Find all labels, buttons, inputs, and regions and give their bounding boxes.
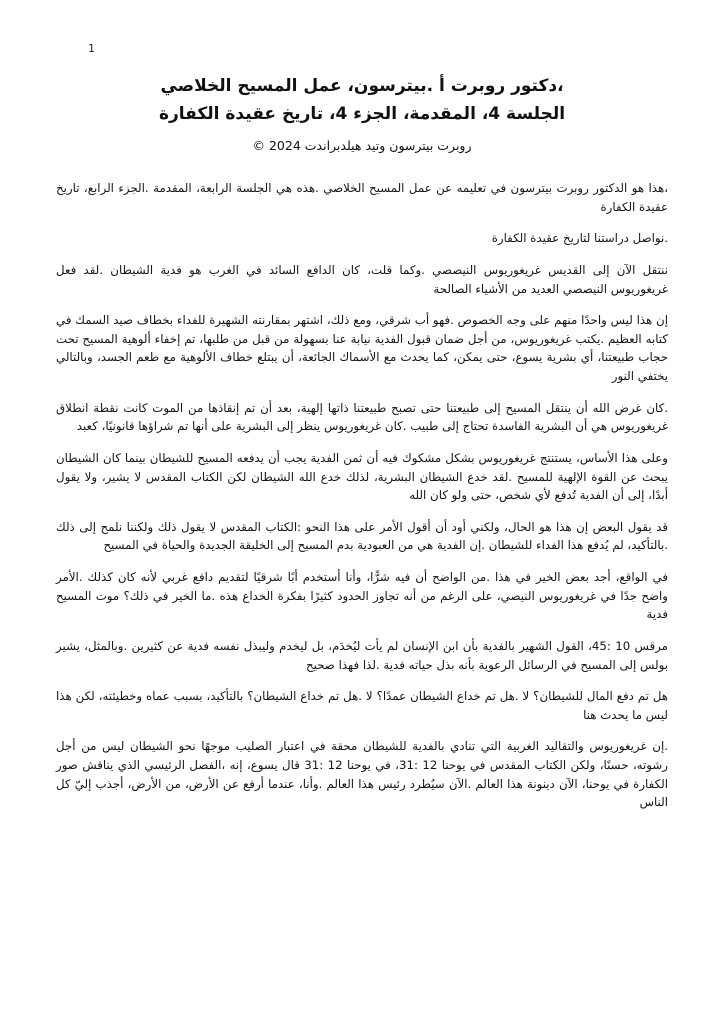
paragraph-3: ننتقل الآن إلى القديس غريغوريوس النيصصي .وكما قلت، كان الدافع السائد في الغرب هو فدية الشيطان .لقد فعل غريغوريوس النيصصي العديد من الأشياء الصالحة [56,262,668,296]
paragraph-6: وعلى هذا الأساس، يستنتج غريغوريوس بشكل مشكوك فيه أن ثمن الفدية يجب أن يدفعه المسيح للشيطان بينما كان الشيطان يبحث عن القوة الإلهية للمسيح .لقد خدع الشيطان البشرية، لذلك خدع الله الشيطان لكن الكتاب المقدس لا يشير، ولا يقول أبدًا، إلى أن الفدية تُدفع لأي شخص، حتى ولو كان الله [56,450,668,503]
paragraph-7: قد يقول البعض إن هذا هو الحال، ولكني أود أن أقول الأمر على هذا النحو :الكتاب المقدس لا يقول ذلك ولكننا نلمح إلى ذلك .بالتأكيد، لم يُدفع هذا الفداء للشيطان .إن الفدية هي من العبودية بدم المسيح إلى الخليقة الجديدة والحياة في المسيح [56,519,668,553]
paragraph-10: هل تم دفع المال للشيطان؟ لا .هل تم خداع الشيطان عمدًا؟ لا .هل تم خداع الشيطان؟ بالتأكيد، بسبب عماه وخطيئته، لكن هذا ليس ما يحدث هنا [56,689,668,722]
copyright-line: روبرت بيترسون وتيد هيلدبراندت 2024 © [252,138,472,154]
paragraph-5: .كان غرض الله أن ينتقل المسيح إلى طبيعتنا حتى تصبح طبيعتنا ذاتها إلهية، بعد أن تم إنقاذها من الموت كانت نقطة انطلاق غريغوريوس هي أن البشرية الفاسدة تحتاج إلى طبيب .كان غريغوريوس ينظر إلى البشرية على أنها تم شراؤها قانونيًا، كعبد [56,400,668,434]
paragraph-11: .إن غريغوريوس والتقاليد الغربية التي تنادي بالفدية للشيطان محقة في اعتبار الصليب موجهًا نحو الشيطان ليس من أجل رشوته، حسنًا، ولكن الكتاب المقدس في يوحنا 12 :31، في يوحنا 12 :31 قال يسوع، إنه ،الفصل الرئيسي الذي يناقش صور الكفارة في يوحنا، الآن دينونة هذا العالم .الآن سيُطرد رئيس هذا العالم .وأنا، عندما أرفع عن الأرض، من الأرض، أجذب إليّ كل الناس [56,739,668,810]
paragraph-4: إن هذا ليس واحدًا منهم على وجه الخصوص .فهو أب شرقي، ومع ذلك، اشتهر بمقارنته الشهيرة للفداء بخطاف صيد السمك في كتابه العظيم .يكتب غريغوريوس، من أجل ضمان قبول الفدية نيابة عنا بسهولة من قبل من طلبها، تم إخفاء ألوهية المسيح تحت حجاب طبيعتنا، أي بشرية يسوع، حتى يمكن، كما يحدث مع الأسماك الجائعة، أن يبتلع خطاف الألوهية مع طعم الجسد، وبالتالي يختفي النور [56,313,668,384]
title-line-2: الجلسة 4، المقدمة، الجزء 4، تاريخ عقيدة الكفارة [158,104,566,125]
paragraph-2: .نواصل دراستنا لتاريخ عقيدة الكفارة [491,231,668,246]
document-title [56,72,668,128]
document-body [56,179,668,812]
paragraph-9: مرقس 10 :45، القول الشهير بالفدية بأن ابن الإنسان لم يأت ليُخدَم، بل ليخدم وليبذل نفسه فدية عن كثيرين .وبالمثل، يشير بولس إلى المسيح في الرسائل الرعوية بأنه بذل حياته فدية .لذا فهذا صحيح [56,638,668,672]
paragraph-1: ،هذا هو الدكتور روبرت بيترسون في تعليمه عن عمل المسيح الخلاصي .هذه هي الجلسة الرابعة، المقدمة .الجزء الرابع، تاريخ عقيدة الكفارة [56,181,668,214]
title-line-1: ،دكتور روبرت أ .بيترسون، عمل المسيح الخلاصي [160,76,564,96]
page-number: 1 [88,42,95,55]
paragraph-8: في الواقع، أجد بعض الخير في هذا .من الواضح أن فيه شرًّا، وأنا أستخدم أبًا شرقيًا لتقديم دافع غربي لأنه كان كذلك .الأمر واضح جدًا في غريغوريوس النيصي، على الرغم من أنه تجاوز الحدود كثيرًا بفكرة الخداع هذه .ما الخير في ذلك؟ موت المسيح فدية [56,570,668,622]
